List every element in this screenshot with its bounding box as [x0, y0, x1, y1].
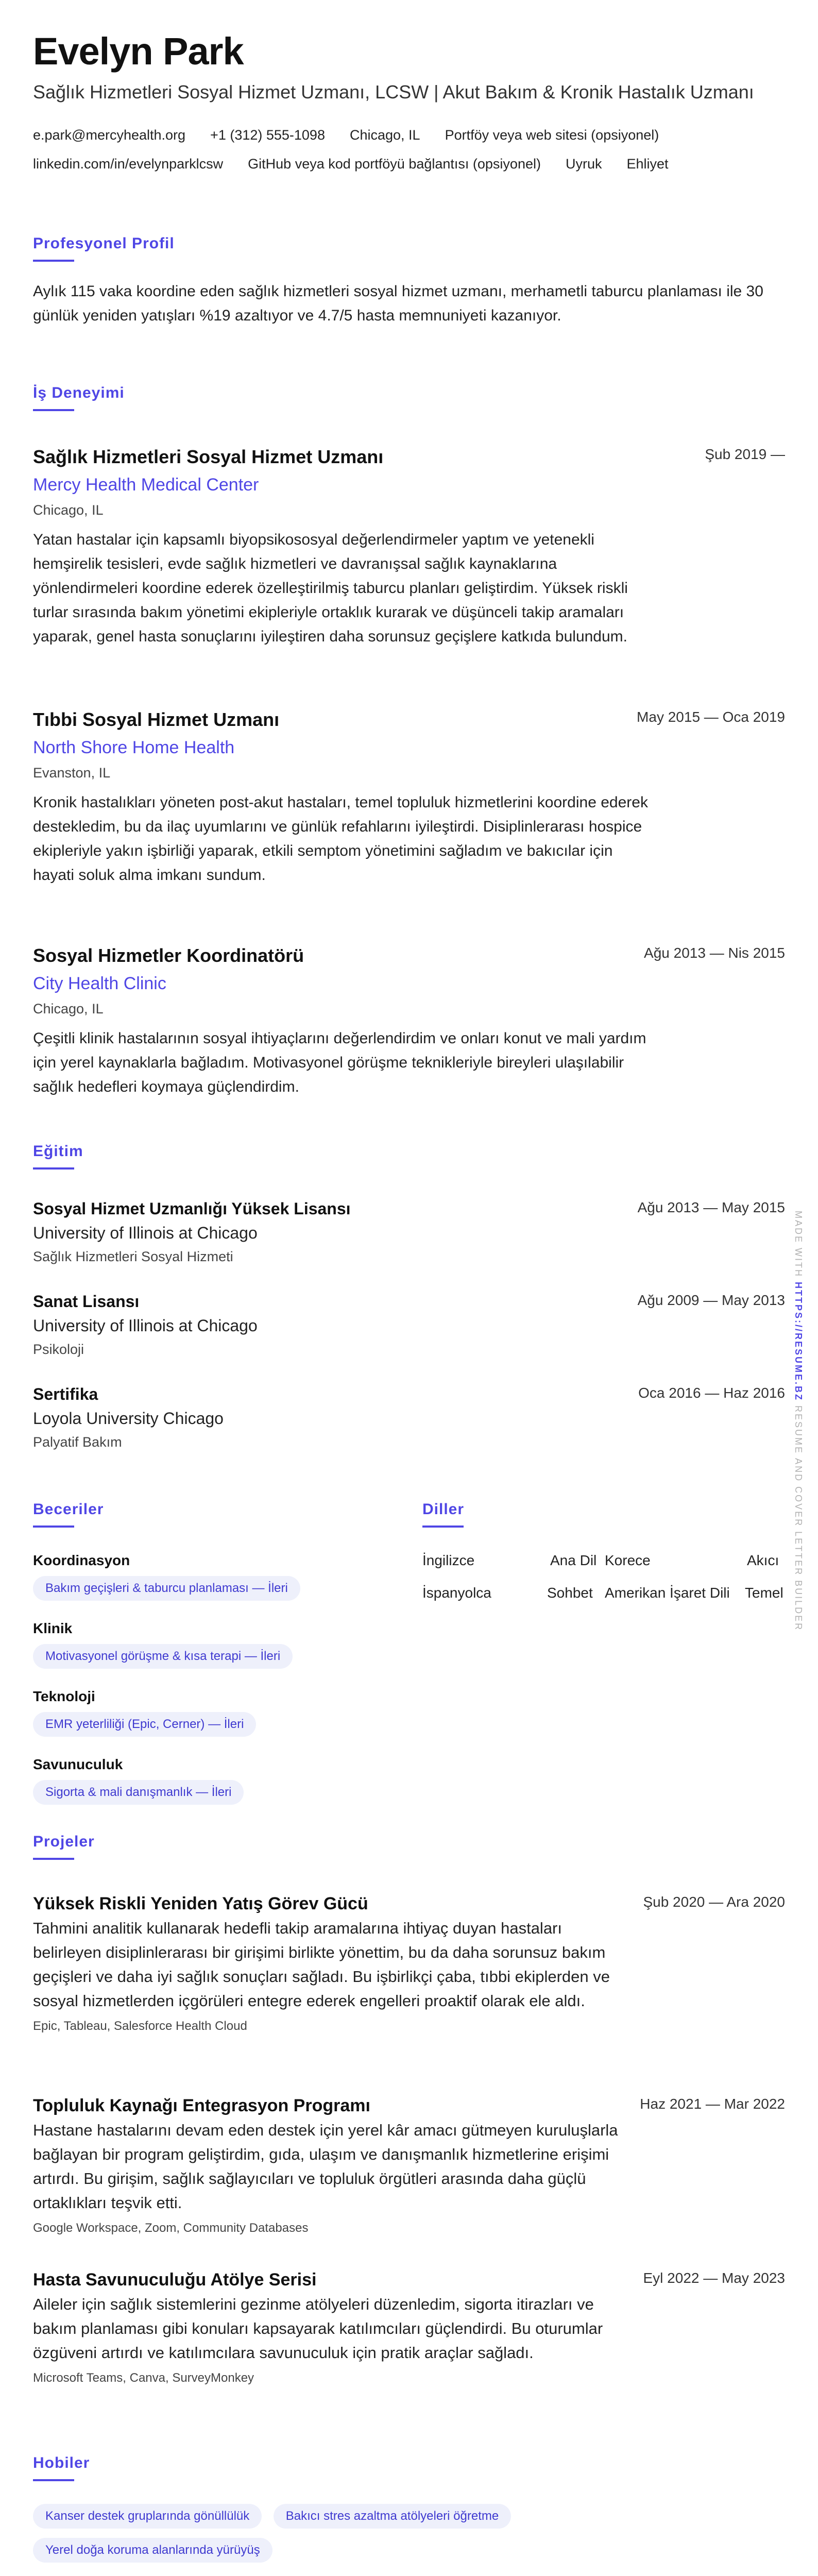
- resume-header: [33, 29, 785, 178]
- project-entry: [33, 1894, 785, 2033]
- skill-pill: Sigorta & mali danışmanlık — İleri: [33, 1780, 244, 1805]
- skills-section: [33, 1501, 394, 1799]
- section-divider: [422, 1526, 464, 1528]
- candidate-name: Evelyn Park: [33, 30, 244, 73]
- skill-group-name: Savunuculuk: [33, 1756, 123, 1772]
- contact-email[interactable]: e.park@mercyhealth.org: [33, 127, 186, 143]
- contact-location: Chicago, IL: [349, 127, 420, 143]
- education-field: Psikoloji: [33, 1342, 84, 1357]
- job-description: Kronik hastalıkları yöneten post-akut hastaları, temel topluluk hizmetlerini koordine ederek destekledim, bu da ilaç uyumlarını ve günlük refahlarını iyileştirdi. Disiplinlerarası hospice ekipleriyle yakın işbirliği yaparak, etkili semptom yönetimini sağladım ve bakıcılar için hayati soluk alma imkanı sundum.: [33, 794, 648, 884]
- education-date: Oca 2016 — Haz 2016: [638, 1385, 785, 1401]
- education-entry: [33, 1292, 785, 1358]
- projects-section: [33, 1833, 785, 1860]
- project-title: Topluluk Kaynağı Entegrasyon Programı: [33, 2096, 370, 2115]
- job-date: May 2015 — Oca 2019: [637, 709, 785, 725]
- hobbies-title: Hobiler: [33, 2454, 90, 2471]
- candidate-headline: Sağlık Hizmetleri Sosyal Hizmet Uzmanı, LCSW | Akut Bakım & Kronik Hastalık Uzmanı: [33, 81, 754, 103]
- education-entry: [33, 1385, 785, 1450]
- job-description: Çeşitli klinik hastalarının sosyal ihtiyaçlarını değerlendirdim ve onları konut ve mali yardım için yerel kaynaklarla bağladım. Motivasyonel görüşme teknikleriyle bireyleri ulaşılabilir sağlık hedefleri koymaya güçlendirdim.: [33, 1030, 646, 1095]
- education-degree: Sosyal Hizmet Uzmanlığı Yüksek Lisansı: [33, 1199, 351, 1218]
- skill-group-name: Koordinasyon: [33, 1552, 130, 1568]
- section-divider: [33, 1858, 74, 1860]
- section-divider: [33, 409, 74, 411]
- skill-pill: EMR yeterliliği (Epic, Cerner) — İleri: [33, 1712, 256, 1737]
- profile-section: [33, 235, 785, 328]
- job-date: Şub 2019 —: [705, 446, 785, 462]
- education-school: University of Illinois at Chicago: [33, 1316, 258, 1335]
- language-name: İngilizce: [422, 1552, 475, 1568]
- job-title: Tıbbi Sosyal Hizmet Uzmanı: [33, 709, 280, 730]
- resume-page: [33, 29, 785, 2557]
- skill-group: [33, 1552, 310, 1601]
- education-school: University of Illinois at Chicago: [33, 1224, 258, 1242]
- section-divider: [33, 1526, 74, 1528]
- section-divider: [33, 260, 74, 262]
- section-divider: [33, 1167, 74, 1170]
- contact-phone[interactable]: +1 (312) 555-1098: [210, 127, 325, 143]
- contact-nationality: Uyruk: [565, 156, 602, 172]
- experience-section: [33, 384, 785, 411]
- job-title: Sosyal Hizmetler Koordinatörü: [33, 945, 304, 966]
- project-date: Şub 2020 — Ara 2020: [643, 1894, 785, 1910]
- job-company[interactable]: City Health Clinic: [33, 974, 166, 993]
- project-date: Eyl 2022 — May 2023: [643, 2270, 785, 2286]
- language-level: Akıcı: [747, 1552, 779, 1568]
- language-level: Temel: [745, 1585, 783, 1601]
- skill-pill: Bakım geçişleri & taburcu planlaması — İleri: [33, 1576, 300, 1601]
- builder-watermark: [788, 1211, 809, 1632]
- language-name: İspanyolca: [422, 1585, 491, 1601]
- skill-group: [33, 1756, 253, 1805]
- profile-title: Profesyonel Profil: [33, 235, 175, 252]
- language-level: Ana Dil: [550, 1552, 597, 1568]
- job-entry: [33, 945, 785, 1099]
- job-title: Sağlık Hizmetleri Sosyal Hizmet Uzmanı: [33, 446, 384, 467]
- education-date: Ağu 2013 — May 2015: [637, 1199, 785, 1215]
- experience-title: İş Deneyimi: [33, 384, 125, 401]
- languages-title: Diller: [422, 1501, 465, 1518]
- hobby-pills: [33, 2538, 785, 2563]
- education-section: [33, 1143, 785, 1170]
- project-description: Tahmini analitik kullanarak hedefli takip aramalarına ihtiyaç duyan hastaları belirleyen disiplinlerarası bir girişimi birlikte yönettim, bu da daha sorunsuz bakım geçişleri ve daha iyi sağlık sonuçları sağladı. Bu işbirlikçi çaba, tıbbi ekiplerden ve sosyal hizmetlerden içgörüleri entegre ederek engelleri proaktif olarak ele aldı.: [33, 1919, 610, 2010]
- contact-license: Ehliyet: [626, 156, 669, 172]
- section-divider: [33, 2479, 74, 2481]
- language-level: Sohbet: [547, 1585, 593, 1601]
- project-title: Hasta Savunuculuğu Atölye Serisi: [33, 2270, 317, 2290]
- hobby-pill: Yerel doğa koruma alanlarında yürüyüş: [33, 2538, 272, 2563]
- project-description: Hastane hastalarını devam eden destek için yerel kâr amacı gütmeyen kuruluşlarla bağlayan bir program geliştirdim, gıda, ulaşım ve danışmanlık hizmetlerine erişimi artırdı. Bu girişim, sağlık sağlayıcıları ve topluluk örgütleri arasında daha güçlü ortaklıkları teşvik etti.: [33, 2121, 618, 2212]
- project-title: Yüksek Riskli Yeniden Yatış Görev Gücü: [33, 1894, 368, 1913]
- skill-group: [33, 1688, 265, 1737]
- job-location: Chicago, IL: [33, 502, 104, 518]
- education-field: Sağlık Hizmetleri Sosyal Hizmeti: [33, 1249, 233, 1264]
- job-description: Yatan hastalar için kapsamlı biyopsikososyal değerlendirmeler yaptım ve yetenekli hemşirelik tesisleri, evde sağlık hizmetleri ve davranışsal sağlık kaynaklarına yönlendirmeleri koordine ederek özelleştirilmiş taburcu planları geliştirdim. Yüksek riskli turlar sırasında bakım yönetimi ekipleriyle ortaklık kurarak ve düşünceli takip aramaları yaparak, genel hasta sonuçlarını iyileştiren daha sorunsuz geçişlere katkıda bulundum.: [33, 531, 628, 645]
- languages-section: [422, 1501, 785, 1601]
- hobby-pill: Bakıcı stres azaltma atölyeleri öğretme: [274, 2504, 512, 2529]
- watermark-suffix: RESUME AND COVER LETTER BUILDER: [793, 1405, 804, 1632]
- job-company[interactable]: Mercy Health Medical Center: [33, 475, 259, 495]
- project-tech: Google Workspace, Zoom, Community Databases: [33, 2221, 309, 2235]
- job-company[interactable]: North Shore Home Health: [33, 738, 235, 757]
- education-school: Loyola University Chicago: [33, 1409, 224, 1428]
- skill-pill: Motivasyonel görüşme & kısa terapi — İleri: [33, 1644, 293, 1669]
- watermark-text: [793, 1211, 804, 1631]
- contact-linkedin[interactable]: linkedin.com/in/evelynparklcsw: [33, 156, 224, 172]
- job-date: Ağu 2013 — Nis 2015: [644, 945, 785, 961]
- education-degree: Sanat Lisansı: [33, 1292, 140, 1311]
- hobby-pills: [33, 2504, 785, 2529]
- contact-github[interactable]: GitHub veya kod portföyü bağlantısı (opsiyonel): [248, 156, 541, 172]
- project-description: Aileler için sağlık sistemlerini gezinme atölyeleri düzenledim, sigorta itirazları ve bakım planlaması gibi konuları kapsayarak katılımcıları güçlendirdi. Bu oturumlar özgüveni artırdı ve katılımcılara savunuculuk için pratik araçlar sağladı.: [33, 2295, 603, 2362]
- skill-group-name: Klinik: [33, 1620, 73, 1636]
- job-entry: [33, 709, 785, 887]
- job-entry: [33, 446, 785, 649]
- project-entry: [33, 2096, 785, 2235]
- watermark-prefix: MADE WITH: [793, 1211, 804, 1278]
- project-tech: Microsoft Teams, Canva, SurveyMonkey: [33, 2371, 254, 2385]
- projects-title: Projeler: [33, 1833, 95, 1850]
- education-date: Ağu 2009 — May 2013: [637, 1292, 785, 1308]
- hobbies-section: [33, 2454, 785, 2563]
- project-date: Haz 2021 — Mar 2022: [640, 2096, 785, 2112]
- profile-text: Aylık 115 vaka koordine eden sağlık hizmetleri sosyal hizmet uzmanı, merhametli taburcu planlaması ile 30 günlük yeniden yatışları %19 azaltıyor ve 4.7/5 hasta memnuniyeti kazanıyor.: [33, 283, 763, 324]
- watermark-link[interactable]: HTTPS://RESUME.BZ: [793, 1282, 804, 1402]
- education-title: Eğitim: [33, 1143, 83, 1160]
- contact-row-secondary: [33, 149, 785, 178]
- project-tech: Epic, Tableau, Salesforce Health Cloud: [33, 2019, 247, 2033]
- skill-group: [33, 1620, 302, 1669]
- job-location: Evanston, IL: [33, 765, 111, 781]
- education-field: Palyatif Bakım: [33, 1434, 122, 1450]
- project-entry: [33, 2270, 785, 2385]
- contact-portfolio[interactable]: Portföy veya web sitesi (opsiyonel): [445, 127, 659, 143]
- skills-title: Beceriler: [33, 1501, 104, 1518]
- skill-group-name: Teknoloji: [33, 1688, 95, 1704]
- job-location: Chicago, IL: [33, 1001, 104, 1016]
- education-entry: [33, 1199, 785, 1265]
- education-degree: Sertifika: [33, 1385, 98, 1403]
- contact-row: [33, 121, 785, 149]
- language-name: Korece: [605, 1552, 651, 1568]
- hobby-pill: Kanser destek gruplarında gönüllülük: [33, 2504, 262, 2529]
- language-name: Amerikan İşaret Dili: [605, 1585, 730, 1601]
